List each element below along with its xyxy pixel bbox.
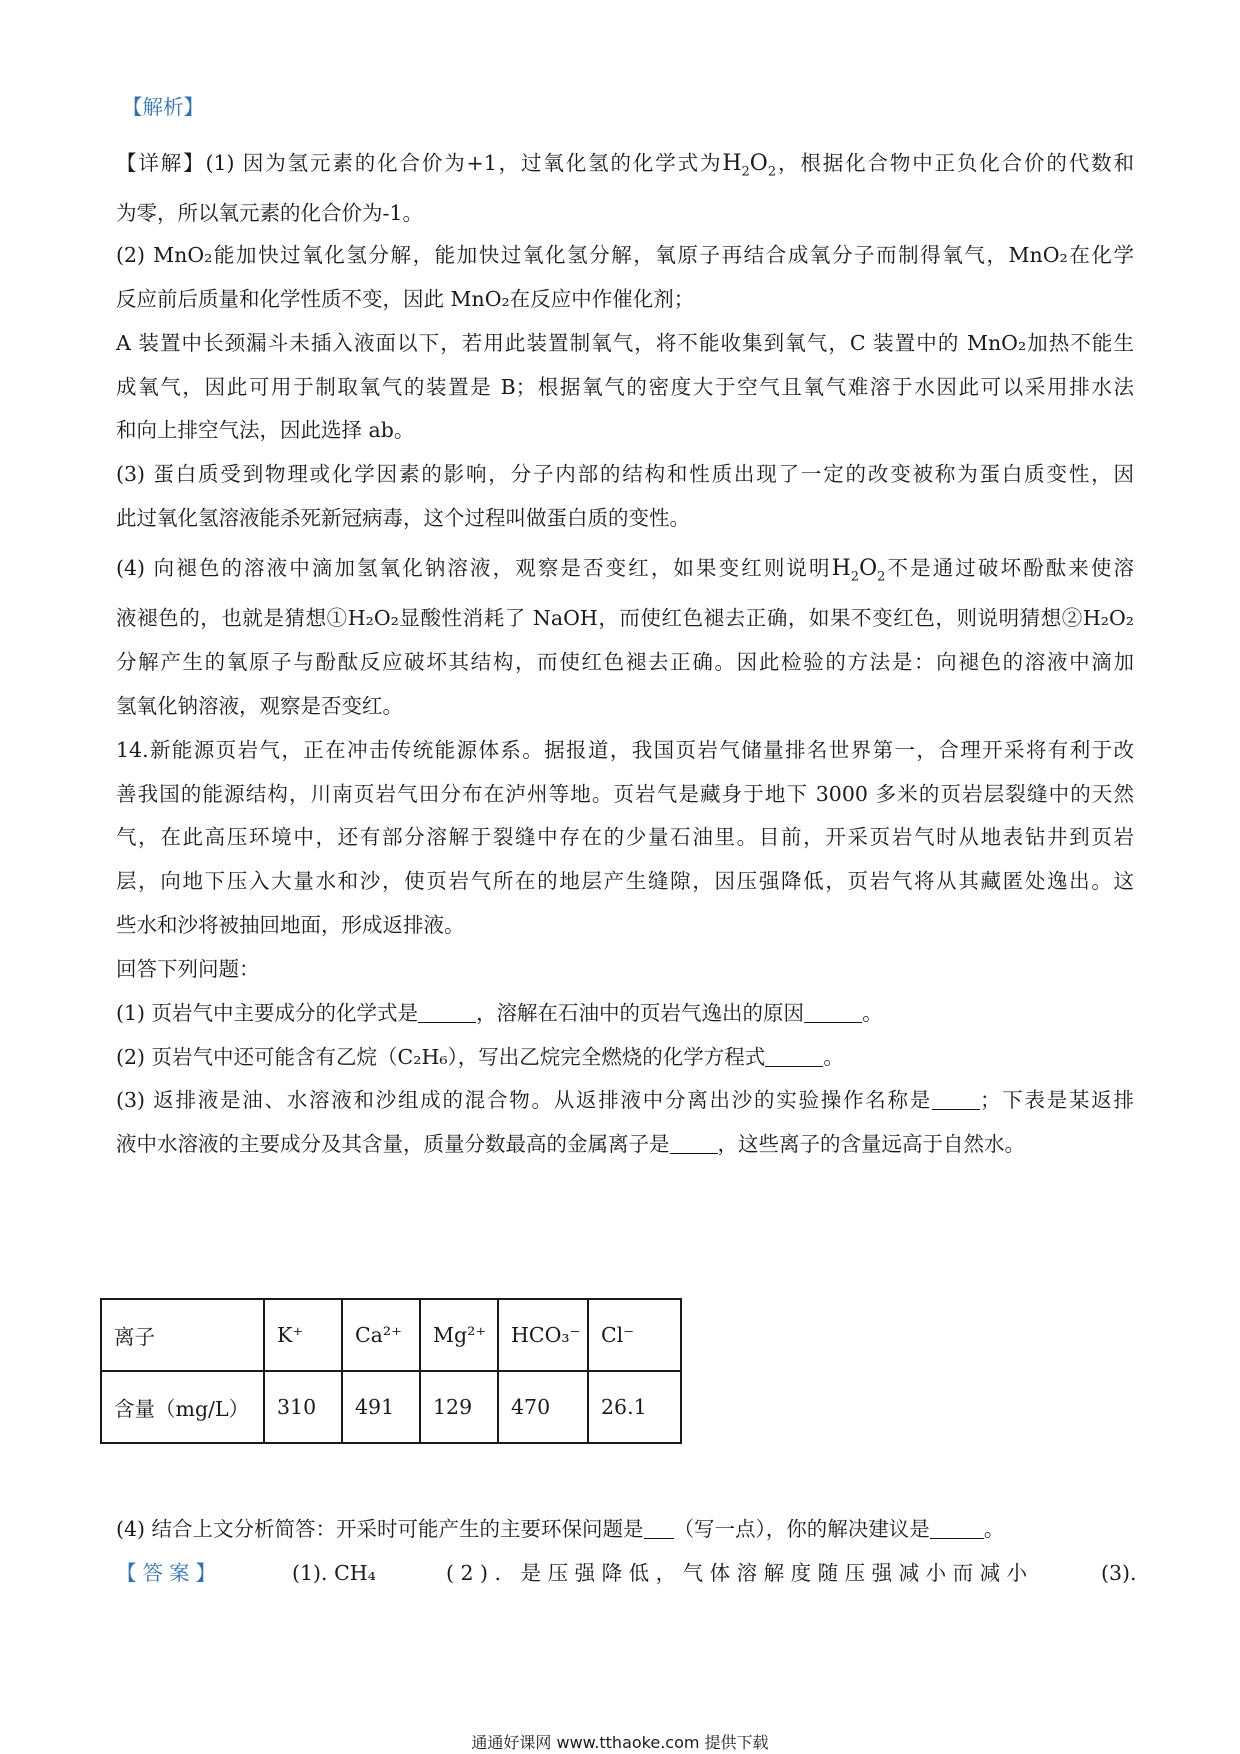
detail-p5-line3: 分解产生的氧原子与酚酞反应破坏其结构，而使红色褪去正确。因此检验的方法是：向褪色的溶液中滴加 [116,650,1134,674]
answer-item-2: (2). 是压强降低，气体溶解度随压强减小而减小 [446,1561,1034,1585]
table-cell: 26.1 [588,1371,681,1443]
detail-p4-line2: 此过氧化氢溶液能杀死新冠病毒，这个过程叫做蛋白质的变性。 [116,506,690,530]
q14-line4: 层，向地下压入大量水和沙，使页岩气所在的地层产生缝隙，因压强降低，页岩气将从其藏匿处逸出。这 [116,869,1134,893]
detail-p3-line1: A 装置中长颈漏斗未插入液面以下，若用此装置制氧气，将不能收集到氧气，C 装置中的 MnO₂加热不能生 [116,331,1134,355]
answer-blank [804,1000,862,1023]
q14-prompt: 回答下列问题： [116,957,260,981]
table-cell: 491 [342,1371,420,1443]
detail-p3-line3: 和向上排空气法，因此选择 ab。 [116,418,415,442]
q14-line2: 善我国的能源结构，川南页岩气田分布在泸州等地。页岩气是藏身于地下 3000 多米的页岩层裂缝中的天然 [116,782,1134,806]
page-footer: 通通好课网 www.tthaoke.com 提供下载 [471,1733,769,1752]
q14-sub3-line2: 液中水溶液的主要成分及其含量，质量分数最高的金属离子是 ，这些离子的含量远高于自然水。 [116,1132,1025,1156]
q14-sub2: (2) 页岩气中还可能含有乙烷（C₂H₆），写出乙烷完全燃烧的化学方程式 。 [116,1045,844,1069]
table-cell: Mg²⁺ [420,1299,498,1371]
answer-blank [644,1516,674,1539]
ion-content-table [100,1298,682,1444]
q14-line5: 些水和沙将被抽回地面，形成返排液。 [116,913,465,937]
detail-p3-line2: 成氧气，因此可用于制取氧气的装置是 B；根据氧气的密度大于空气且氧气难溶于水因此可以采用排水法 [116,375,1134,399]
table-cell: Ca²⁺ [342,1299,420,1371]
table-cell: 离子 [101,1299,264,1371]
answer-blank [930,1516,984,1539]
answer-tag: 【答案】 [116,1561,222,1585]
answer-blank [418,1000,476,1023]
answer-item-1: (1). CH₄ [292,1561,376,1585]
detail-p2-line1: (2) MnO₂能加快过氧化氢分解，能加快过氧化氢分解，氧原子再结合成氧分子而制得氧气，MnO₂在化学 [116,243,1134,267]
table-cell: 310 [264,1371,342,1443]
answer-blank [670,1131,718,1154]
detail-tag: 【详解】 [116,151,206,175]
detail-p1-line1: 【详解】(1) 因为氢元素的化合价为+1，过氧化氢的化学式为$H_2O_2$，根据化合物中正负化合价的代数和 [116,151,1134,180]
detail-p5-line4: 氢氧化钠溶液，观察是否变红。 [116,694,403,718]
table-cell: K⁺ [264,1299,342,1371]
q14-line3: 气，在此高压环境中，还有部分溶解于裂缝中存在的少量石油里。目前，开采页岩气时从地表钻井到页岩 [116,825,1134,849]
q14-sub4: (4) 结合上文分析简答：开采时可能产生的主要环保问题是 （写一点），你的解决建议是 。 [116,1517,1005,1541]
answer-item-3: (3). [1101,1561,1137,1585]
q14-sub3-line1: (3) 返排液是油、水溶液和沙组成的混合物。从返排液中分离出沙的实验操作名称是 ；下表是某返排 [116,1088,1134,1112]
detail-p4-line1: (3) 蛋白质受到物理或化学因素的影响，分子内部的结构和性质出现了一定的改变被称为蛋白质变性，因 [116,462,1134,486]
table-cell: HCO₃⁻ [498,1299,588,1371]
table-row [101,1299,681,1371]
table-cell: 470 [498,1371,588,1443]
detail-p2-line2: 反应前后质量和化学性质不变，因此 MnO₂在反应中作催化剂； [116,287,695,311]
table-cell: 129 [420,1371,498,1443]
detail-p5-line2: 液褪色的，也就是猜想①H₂O₂显酸性消耗了 NaOH，而使红色褪去正确，如果不变红色，则说明猜想②H₂O₂ [116,606,1134,630]
q14-line1: 14.新能源页岩气，正在冲击传统能源体系。据报道，我国页岩气储量排名世界第一，合理开采将有利于改 [116,738,1134,762]
answer-blank [765,1044,823,1067]
section-label: 【解析】 [122,95,204,119]
answer-blank [932,1087,980,1110]
table-cell: 含量（mg/L） [101,1371,264,1443]
q14-sub1: (1) 页岩气中主要成分的化学式是 ，溶解在石油中的页岩气逸出的原因 。 [116,1001,883,1025]
formula-h2o2: $H_2O_2$ [831,556,886,585]
table-row [101,1371,681,1443]
detail-p1-line2: 为零，所以氧元素的化合价为-1。 [116,201,423,225]
detail-p5-line1: (4) 向褪色的溶液中滴加氢氧化钠溶液，观察是否变红，如果变红则说明$H_2O_2$不是通过破坏酚酞来使溶 [116,556,1134,585]
formula-h2o2: $H_2O_2$ [722,151,777,180]
table-cell: Cl⁻ [588,1299,681,1371]
